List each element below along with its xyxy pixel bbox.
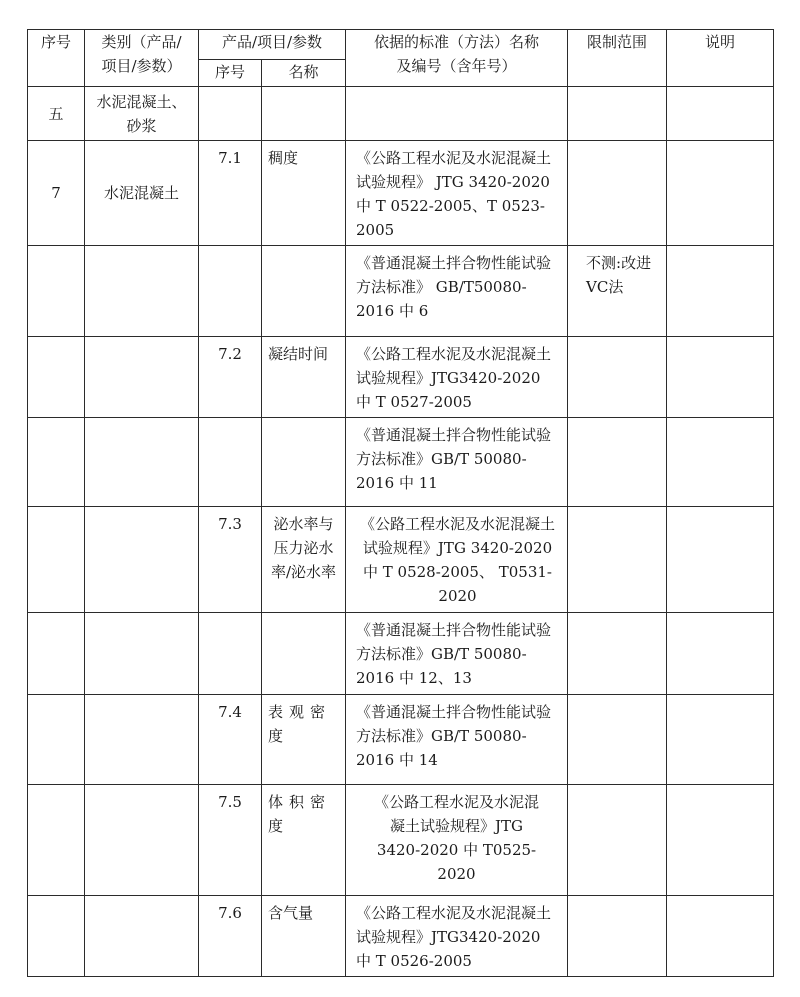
item-seq <box>199 613 262 695</box>
header-item-name: 名称 <box>262 60 346 87</box>
standard-cell: 《公路工程水泥及水泥混凝土试验规程》JTG 3420-2020 中 T 0528-2005、 T0531-2020 <box>346 507 568 613</box>
header-note: 说明 <box>667 30 774 87</box>
group-seq: 7 <box>28 141 85 246</box>
limit-cell <box>568 613 667 695</box>
table-row <box>28 785 774 896</box>
item-name: 泌水率与压力泌水率/泌水率 <box>262 507 346 613</box>
item-seq <box>199 418 262 507</box>
limit-cell <box>568 337 667 418</box>
limit-cell: 不测:改进VC法 <box>568 246 667 337</box>
header-item-group: 产品/项目/参数 <box>199 30 346 60</box>
note-cell <box>667 695 774 785</box>
note-cell <box>667 418 774 507</box>
standard-cell: 《普通混凝土拌合物性能试验方法标准》GB/T 50080-2016 中 14 <box>346 695 568 785</box>
limit-cell <box>568 785 667 896</box>
item-name: 含气量 <box>262 896 346 977</box>
item-name <box>262 418 346 507</box>
item-seq <box>199 246 262 337</box>
item-name: 表观密度 <box>262 695 346 785</box>
item-seq: 7.4 <box>199 695 262 785</box>
item-seq: 7.6 <box>199 896 262 977</box>
note-cell <box>667 141 774 246</box>
item-seq: 7.5 <box>199 785 262 896</box>
standard-cell: 《普通混凝土拌合物性能试验方法标准》 GB/T50080-2016 中 6 <box>346 246 568 337</box>
table-row <box>28 507 774 613</box>
note-cell <box>667 337 774 418</box>
note-cell <box>667 246 774 337</box>
header-seq: 序号 <box>28 30 85 87</box>
note-cell <box>667 896 774 977</box>
header-item-seq: 序号 <box>199 60 262 87</box>
section-category: 水泥混凝土、砂浆 <box>85 87 199 141</box>
section-seq: 五 <box>28 87 85 141</box>
table-row <box>28 141 774 246</box>
header-category: 类别（产品/项目/参数） <box>85 30 199 87</box>
item-seq: 7.1 <box>199 141 262 246</box>
table-header-row-1 <box>28 30 774 60</box>
item-name <box>262 613 346 695</box>
table-row <box>28 613 774 695</box>
limit-cell <box>568 141 667 246</box>
standards-table <box>27 29 774 977</box>
standard-cell: 《公路工程水泥及水泥混凝土试验规程》 JTG 3420-2020 中 T 0522-2005、T 0523-2005 <box>346 141 568 246</box>
table-row <box>28 246 774 337</box>
section-row <box>28 87 774 141</box>
note-cell <box>667 785 774 896</box>
header-standard: 依据的标准（方法）名称及编号（含年号） <box>346 30 568 87</box>
standard-cell: 《公路工程水泥及水泥混凝土试验规程》JTG3420-2020 中 T 0526-2005 <box>346 896 568 977</box>
standard-cell: 《普通混凝土拌合物性能试验方法标准》GB/T 50080-2016 中 11 <box>346 418 568 507</box>
limit-cell <box>568 695 667 785</box>
limit-cell <box>568 418 667 507</box>
item-seq: 7.3 <box>199 507 262 613</box>
group-category: 水泥混凝土 <box>85 141 199 246</box>
item-name: 体积密度 <box>262 785 346 896</box>
limit-cell <box>568 896 667 977</box>
table-row <box>28 695 774 785</box>
standard-cell: 《公路工程水泥及水泥混凝土试验规程》JTG3420-2020 中 T 0527-2005 <box>346 337 568 418</box>
item-seq: 7.2 <box>199 337 262 418</box>
header-limit: 限制范围 <box>568 30 667 87</box>
limit-cell <box>568 507 667 613</box>
table-row <box>28 418 774 507</box>
standard-cell: 《普通混凝土拌合物性能试验方法标准》GB/T 50080-2016 中 12、13 <box>346 613 568 695</box>
item-name: 凝结时间 <box>262 337 346 418</box>
item-name: 稠度 <box>262 141 346 246</box>
table-row <box>28 337 774 418</box>
note-cell <box>667 507 774 613</box>
standard-cell: 《公路工程水泥及水泥混凝土试验规程》JTG 3420-2020 中 T0525-2020 <box>346 785 568 896</box>
item-name <box>262 246 346 337</box>
table-row <box>28 896 774 977</box>
note-cell <box>667 613 774 695</box>
